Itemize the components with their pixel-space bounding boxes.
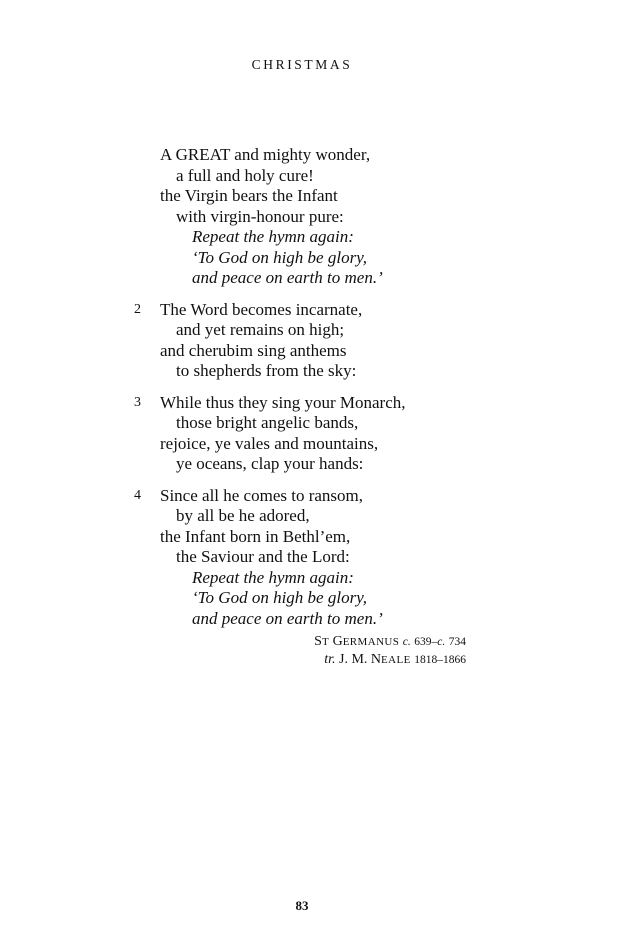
verse-line: with virgin-honour pure: bbox=[176, 206, 344, 226]
attribution bbox=[314, 633, 466, 669]
verse-line: the Virgin bears the Infant bbox=[160, 186, 338, 205]
verse-line: those bright angelic bands, bbox=[176, 413, 359, 432]
refrain-line: ‘To God on high be glory, bbox=[192, 247, 368, 267]
hymn-text bbox=[134, 145, 560, 640]
verse-line: the Saviour and the Lord: bbox=[176, 547, 350, 566]
refrain-line: and peace on earth to men.’ bbox=[192, 608, 383, 628]
author-date-end: 734 bbox=[448, 636, 466, 648]
verse-line: the Infant born in Bethl’em, bbox=[160, 526, 351, 546]
author-credit bbox=[314, 633, 466, 651]
author-name-initial: G bbox=[332, 634, 343, 649]
translator-initials: J. M. bbox=[339, 652, 368, 667]
circa-label: c. bbox=[402, 636, 411, 648]
verse-number: 3 bbox=[134, 394, 141, 410]
verse-line: While thus they sing your Monarch, bbox=[160, 392, 406, 412]
running-header: CHRISTMAS bbox=[251, 57, 353, 72]
verse-number: 2 bbox=[134, 301, 141, 317]
translator-name-rest: EALE bbox=[381, 654, 411, 666]
verse-line: rejoice, ye vales and mountains, bbox=[160, 433, 379, 453]
translator-name-initial: N bbox=[370, 652, 382, 667]
refrain-line: ‘To God on high be glory, bbox=[192, 588, 368, 607]
verse-line: A GREAT and mighty wonder, bbox=[160, 145, 371, 164]
page-number: 83 bbox=[295, 898, 309, 913]
refrain-line: Repeat the hymn again: bbox=[192, 227, 354, 246]
verse-line: ye oceans, clap your hands: bbox=[176, 454, 364, 473]
verse-line: and yet remains on high; bbox=[176, 320, 345, 339]
author-title-initial: S bbox=[314, 634, 322, 649]
verse-1 bbox=[160, 145, 560, 289]
refrain-line: and peace on earth to men.’ bbox=[192, 268, 383, 287]
author-date-start: 639– bbox=[414, 636, 438, 648]
translator-dates: 1818–1866 bbox=[414, 654, 466, 666]
verse-line: by all be he adored, bbox=[176, 506, 310, 525]
translator-prefix: tr. bbox=[324, 652, 336, 667]
verse-4 bbox=[134, 485, 560, 630]
author-name-rest: ERMANUS bbox=[342, 636, 400, 648]
verse-3 bbox=[134, 392, 560, 475]
verse-number: 4 bbox=[134, 487, 141, 503]
refrain-line: Repeat the hymn again: bbox=[192, 567, 354, 587]
verse-line: to shepherds from the sky: bbox=[176, 361, 357, 380]
verse-line: and cherubim sing anthems bbox=[160, 340, 347, 360]
verse-2 bbox=[134, 299, 560, 382]
author-title-rest: T bbox=[321, 636, 330, 648]
verse-line: The Word becomes incarnate, bbox=[160, 299, 363, 319]
translator-credit bbox=[314, 651, 466, 669]
verse-line: a full and holy cure! bbox=[176, 165, 314, 185]
verse-line: Since all he comes to ransom, bbox=[160, 485, 364, 505]
circa-label: c. bbox=[437, 636, 446, 648]
